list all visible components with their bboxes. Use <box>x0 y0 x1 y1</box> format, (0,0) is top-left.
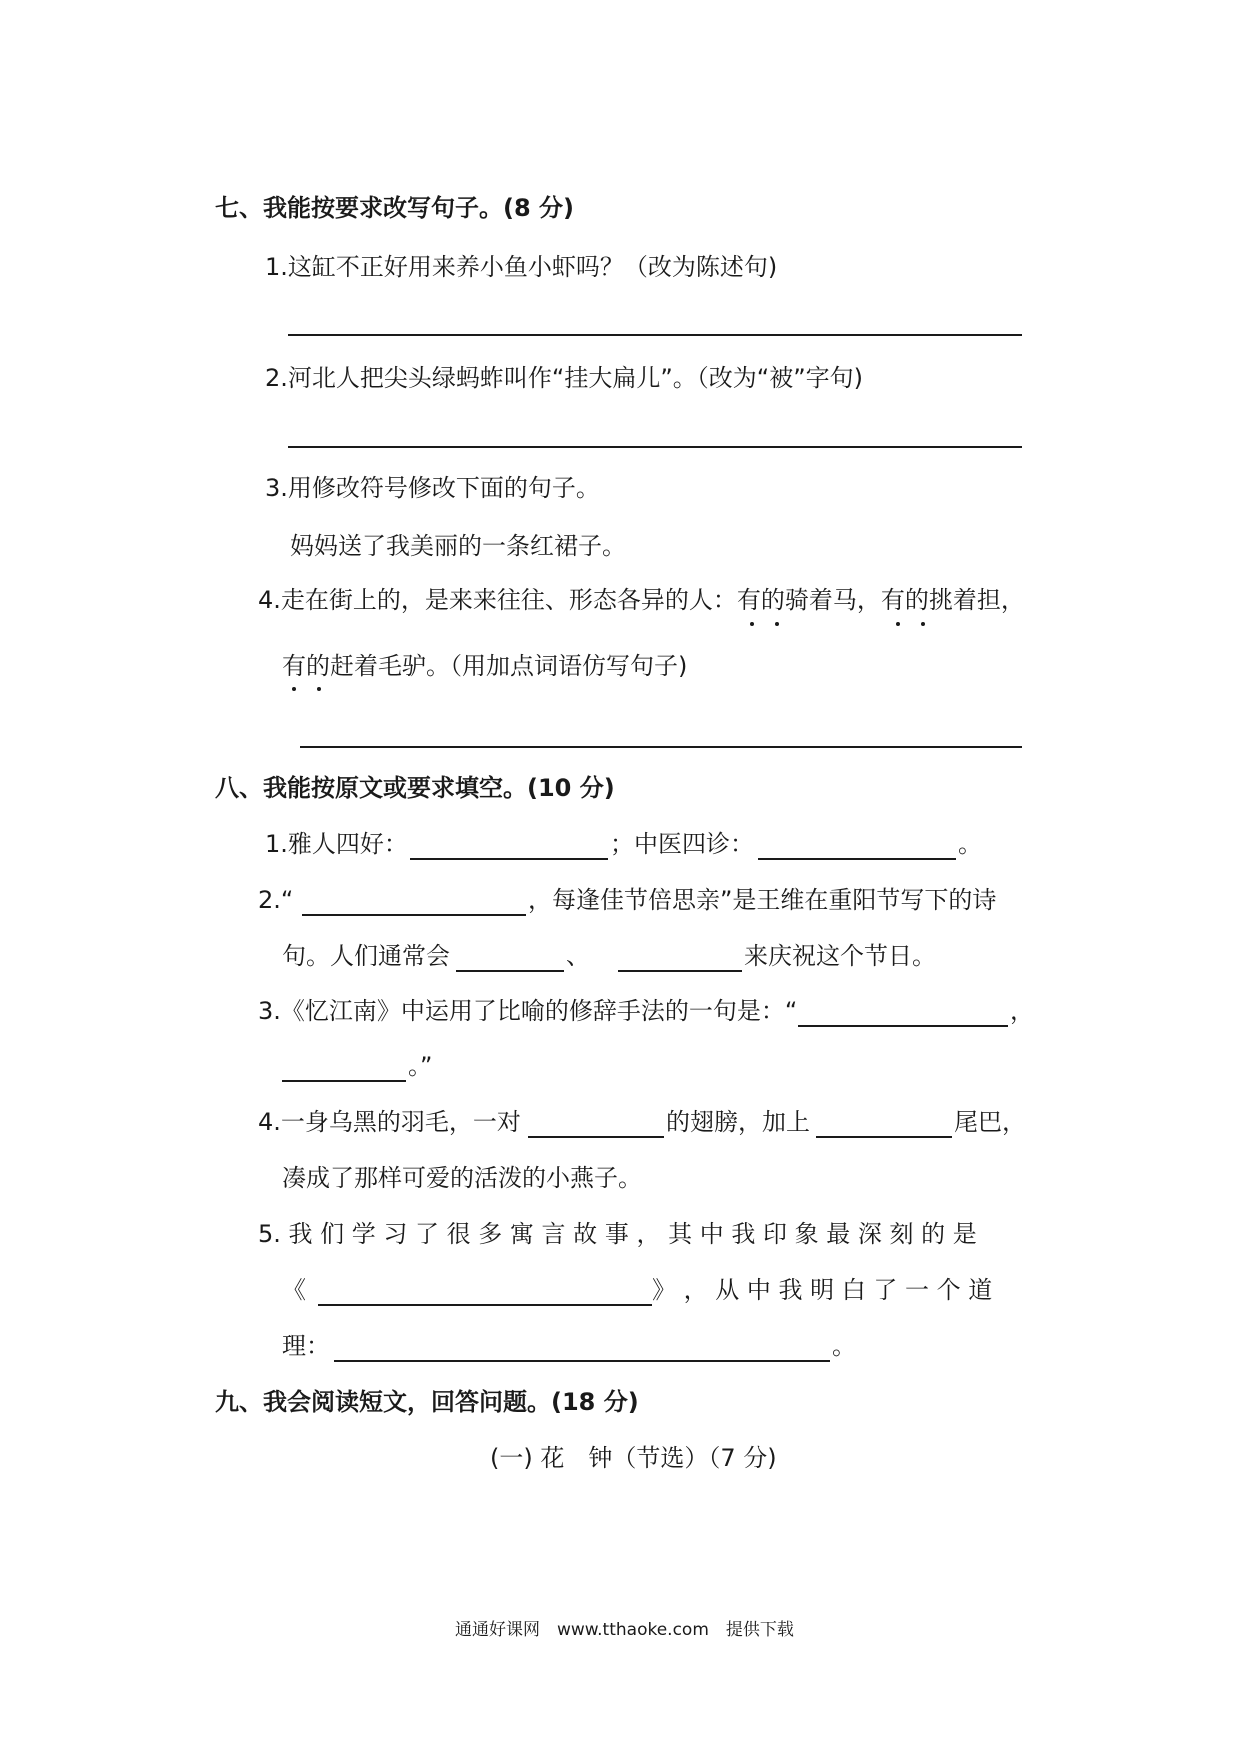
s8-q1-blank-1 <box>410 858 608 860</box>
s8-q4-line-2: 凑成了那样可爱的活泼的小燕子。 <box>282 1164 642 1192</box>
section-9-title: 九、我会阅读短文，回答问题。(18 分) <box>215 1388 639 1416</box>
s8-q5-blank-1 <box>318 1304 652 1306</box>
s8-q4-blank-1 <box>528 1136 664 1138</box>
s8-q5-prefix: 理： <box>282 1332 330 1360</box>
s8-q5-line-2: 》 ， 从 中 我 明 白 了 一 个 道 <box>652 1276 993 1304</box>
s8-q2-text: ，每逢佳节倍思亲”是王维在重阳节写下的诗 <box>528 886 997 914</box>
s8-q1-end: 。 <box>958 830 982 858</box>
s7-answer-line-1 <box>288 334 1022 336</box>
s8-q3-blank-2 <box>282 1080 406 1082</box>
page-footer: 通通好课网 www.tthaoke.com 提供下载 <box>455 1620 794 1640</box>
emphasis-dot <box>317 687 321 691</box>
s8-q2-blank-1 <box>302 914 526 916</box>
s8-q5-end: 。 <box>832 1332 856 1360</box>
s8-q3-text: 3.《忆江南》中运用了比喻的修辞手法的一句是：“ <box>258 997 798 1025</box>
s8-q4-middle: 的翅膀，加上 <box>666 1108 810 1136</box>
s8-q4-end: 尾巴， <box>954 1108 1026 1136</box>
s8-q3-comma: ， <box>1010 997 1034 1025</box>
s7-question-1: 1.这缸不正好用来养小鱼小虾吗？（改为陈述句) <box>265 253 778 281</box>
section-7-title: 七、我能按要求改写句子。(8 分) <box>215 194 574 222</box>
s7-question-2: 2.河北人把尖头绿蚂蚱叫作“挂大扁儿”。（改为“被”字句) <box>265 364 863 392</box>
s8-q4-blank-2 <box>816 1136 952 1138</box>
s8-q2-prefix: 2.“ <box>258 886 294 914</box>
s8-q5-blank-2 <box>334 1360 830 1362</box>
emphasis-dot <box>896 622 900 626</box>
s8-q3-blank-1 <box>798 1025 1008 1027</box>
s8-q5-open-bracket: 《 <box>282 1276 306 1304</box>
s7-question-4-line-1: 4.走在街上的，是来来往往、形态各异的人：有的骑着马，有的挑着担， <box>258 586 1025 614</box>
emphasis-dot <box>292 687 296 691</box>
s8-q1-prefix: 1.雅人四好： <box>265 830 408 858</box>
s8-q2-separator: 、 <box>566 942 590 970</box>
s8-q2-blank-3 <box>618 970 742 972</box>
s7-question-3: 3.用修改符号修改下面的句子。 <box>265 474 600 502</box>
emphasis-dot <box>775 622 779 626</box>
s8-q5-line-1: 5. 我 们 学 习 了 很 多 寓 言 故 事 ， 其 中 我 印 象 最 深 刻 的 是 <box>258 1220 977 1248</box>
s8-q2-line-2-prefix: 句。人们通常会 <box>282 942 450 970</box>
s7-question-4-line-2: 有的赶着毛驴。（用加点词语仿写句子) <box>282 652 688 680</box>
emphasis-dot <box>750 622 754 626</box>
s8-q1-middle: ；中医四诊： <box>610 830 754 858</box>
s8-q3-end: 。” <box>408 1052 433 1080</box>
s8-q2-blank-2 <box>456 970 564 972</box>
s7-question-3-sentence: 妈妈送了我美丽的一条红裙子。 <box>290 532 626 560</box>
s7-answer-line-2 <box>288 446 1022 448</box>
section-8-title: 八、我能按原文或要求填空。(10 分) <box>215 774 615 802</box>
emphasis-dot <box>921 622 925 626</box>
s8-q1-blank-2 <box>758 858 956 860</box>
s9-passage-title: (一) 花 钟（节选）（7 分) <box>490 1444 777 1472</box>
s8-q4-prefix: 4.一身乌黑的羽毛，一对 <box>258 1108 521 1136</box>
s8-q2-end: 来庆祝这个节日。 <box>744 942 936 970</box>
s7-answer-line-4 <box>300 746 1022 748</box>
